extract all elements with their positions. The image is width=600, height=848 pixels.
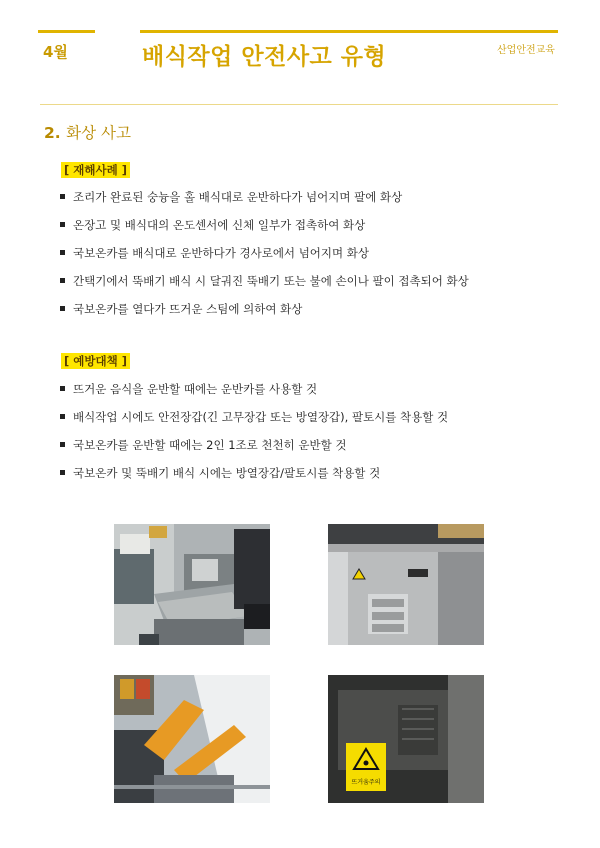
photo-heat-gloves	[114, 675, 270, 803]
bullet-square-icon	[60, 470, 65, 475]
prevention-text: 국보온카를 운반할 때에는 2인 1조로 천천히 운반할 것	[73, 438, 347, 452]
list-item	[60, 466, 448, 494]
page-title: 배식작업 안전사고 유형	[142, 44, 387, 70]
header-accent-bar-right	[140, 30, 558, 33]
case-text: 국보온카를 열다가 뜨거운 스팀에 의하여 화상	[73, 302, 303, 316]
cases-tag: [ 재해사례 ]	[61, 162, 130, 178]
case-text: 온장고 및 배식대의 온도센서에 신체 일부가 접촉하여 화상	[73, 218, 366, 232]
bullet-square-icon	[60, 250, 65, 255]
list-item	[60, 438, 448, 466]
section-name: 화상 사고	[66, 124, 131, 142]
case-text: 조리가 완료된 숭늉을 홀 배식대로 운반하다가 넘어지며 팔에 화상	[73, 190, 403, 204]
bullet-square-icon	[60, 278, 65, 283]
section-number: 2.	[44, 124, 61, 142]
list-item	[60, 190, 469, 218]
month-label: 4월	[43, 43, 68, 61]
photo-hot-warning-sign	[328, 675, 484, 803]
list-item	[60, 302, 469, 330]
list-item	[60, 410, 448, 438]
prevention-list	[60, 382, 448, 494]
prevention-text: 뜨거운 음식을 운반할 때에는 운반카를 사용할 것	[73, 382, 318, 396]
list-item	[60, 274, 469, 302]
list-item	[60, 382, 448, 410]
bullet-square-icon	[60, 306, 65, 311]
bullet-square-icon	[60, 414, 65, 419]
organization-label: 산업안전교육	[497, 45, 555, 56]
warning-sign-text: 뜨거움주의	[351, 779, 381, 786]
header-divider	[40, 104, 558, 105]
case-text: 국보온카를 배식대로 운반하다가 경사로에서 넘어지며 화상	[73, 246, 369, 260]
list-item	[60, 246, 469, 274]
list-item	[60, 218, 469, 246]
photo-warming-cabinet	[328, 524, 484, 645]
bullet-square-icon	[60, 194, 65, 199]
prevention-text: 배식작업 시에도 안전장갑(긴 고무장갑 또는 방열장갑), 팔토시를 착용할 것	[73, 410, 449, 424]
photo-kitchen-cart	[114, 524, 270, 645]
case-text: 간택기에서 뚝배기 배식 시 달궈진 뚝배기 또는 불에 손이나 팔이 접촉되어 화상	[73, 274, 469, 288]
bullet-square-icon	[60, 386, 65, 391]
bullet-square-icon	[60, 442, 65, 447]
section-title	[44, 121, 131, 143]
prevention-tag: [ 예방대책 ]	[61, 353, 130, 369]
prevention-text: 국보온카 및 뚝배기 배식 시에는 방열장갑/팔토시를 착용할 것	[73, 466, 381, 480]
cases-list	[60, 190, 469, 330]
bullet-square-icon	[60, 222, 65, 227]
header-accent-bar-left	[38, 30, 95, 33]
